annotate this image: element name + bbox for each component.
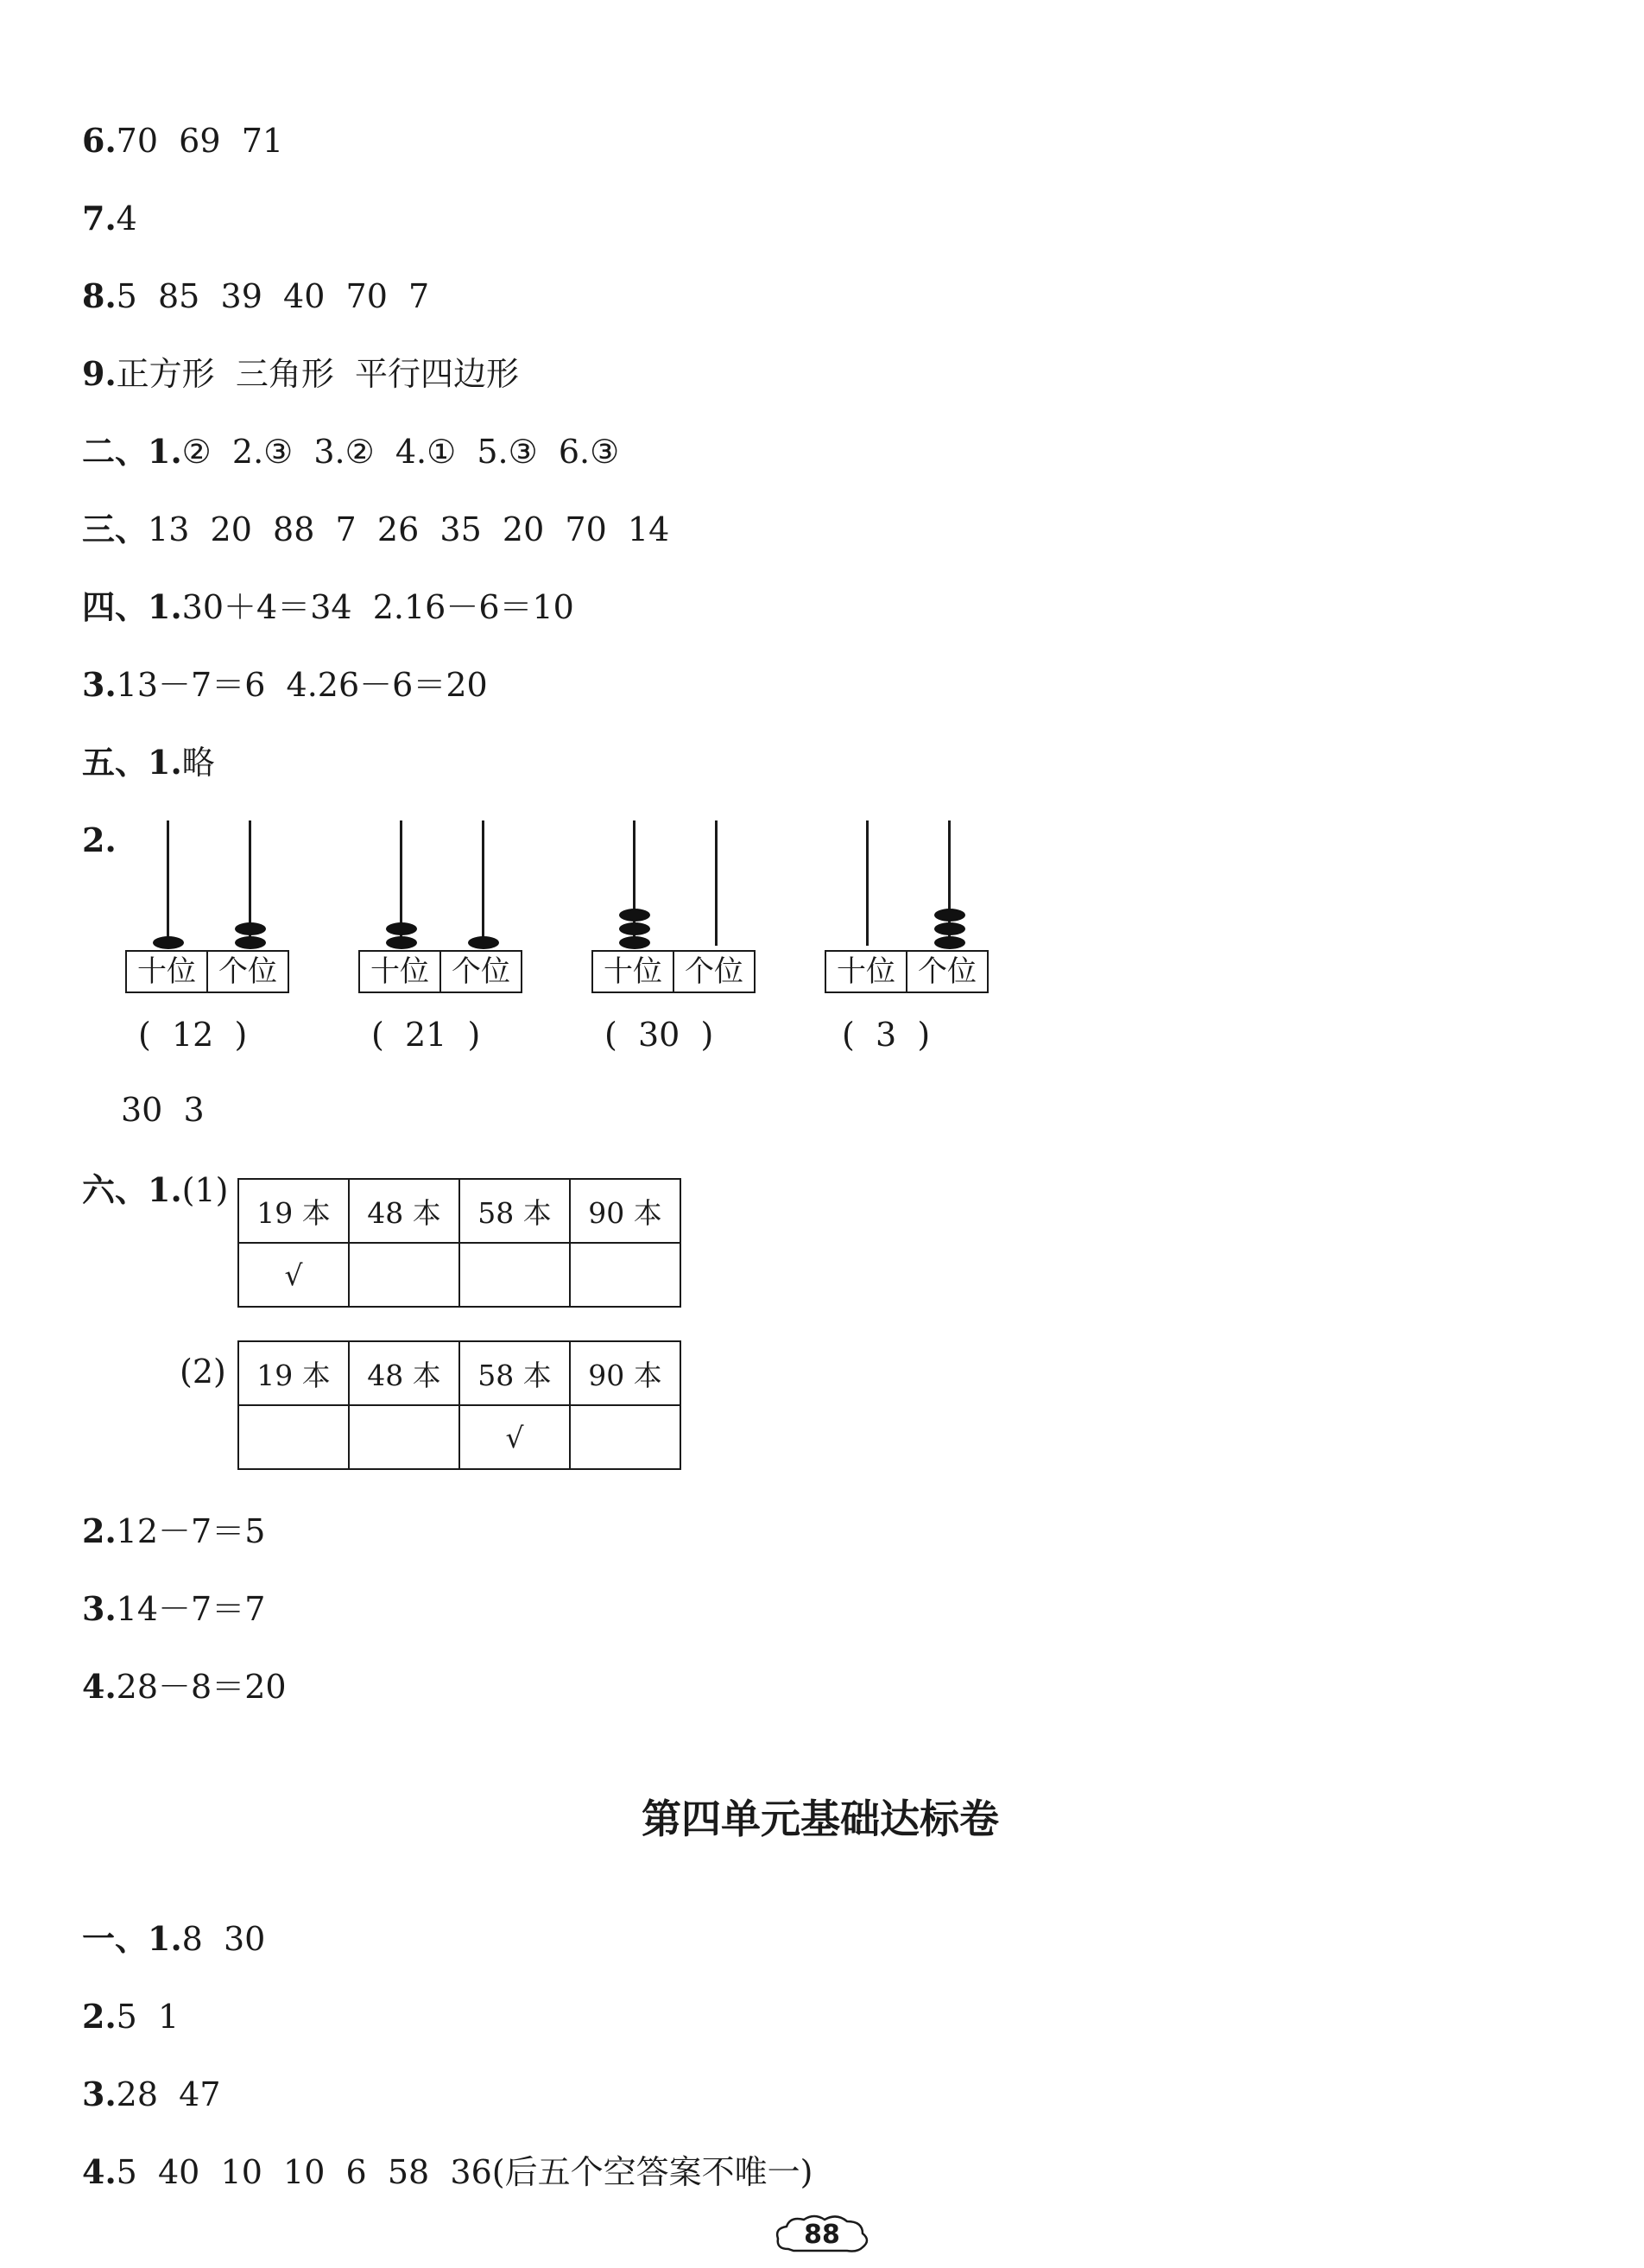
- answer-line-6-3: 3.14－7＝7: [82, 1589, 266, 1628]
- abacus-1: [125, 820, 291, 993]
- answer-line-7: 7.4: [82, 199, 137, 238]
- book-table-2: [237, 1340, 681, 1470]
- book-check-cell: [349, 1243, 459, 1307]
- place-value-box: [358, 950, 522, 993]
- tens-label: 十位: [837, 954, 895, 989]
- ones-label: 个位: [906, 952, 987, 991]
- answer-line-section5-2: 2.: [82, 820, 117, 859]
- place-value-box: [591, 950, 756, 993]
- abacus-answer-3: ( 30 ): [604, 1016, 714, 1054]
- answer-line-6-2: 2.12－7＝5: [82, 1511, 266, 1550]
- answer-line-section2: 二、1.② 2.③ 3.② 4.① 5.③ 6.③: [82, 432, 620, 471]
- abacus-bead: [934, 936, 965, 949]
- section-title: 第四单元基础达标卷: [642, 1796, 999, 1842]
- abacus-2: [358, 820, 524, 993]
- book-check-cell: [459, 1243, 570, 1307]
- answer-line-8: 8.5 85 39 40 70 7: [82, 276, 430, 315]
- unit4-line-1: 一、1.8 30: [82, 1919, 266, 1958]
- abacus-bead: [386, 922, 417, 935]
- book-check-cell: [238, 1405, 349, 1469]
- ones-label: 个位: [673, 952, 754, 991]
- ones-rod: [715, 820, 718, 946]
- abacus-answer-2: ( 21 ): [371, 1016, 481, 1054]
- abacus-bead: [934, 909, 965, 922]
- book-check-cell: [570, 1405, 680, 1469]
- book-check-cell: [570, 1243, 680, 1307]
- tens-label: 十位: [604, 954, 662, 989]
- book-table-1: [237, 1178, 681, 1308]
- book-count-header: 90 本: [570, 1179, 680, 1243]
- book-count-header: 48 本: [349, 1179, 459, 1243]
- tens-label: 十位: [370, 954, 429, 989]
- abacus-followup: 30 3: [121, 1091, 205, 1129]
- answer-line-section4-1: 四、1.30＋4＝34 2.16－6＝10: [82, 587, 574, 626]
- book-check-cell: [349, 1405, 459, 1469]
- abacus-bead: [235, 936, 266, 949]
- answer-line-6-4: 4.28－8＝20: [82, 1667, 287, 1706]
- answer-line-section5-1: 五、1.略: [82, 743, 215, 782]
- unit4-line-4: 4.5 40 10 10 6 58 36(后五个空答案不唯一): [82, 2152, 813, 2191]
- book-count-header: 48 本: [349, 1341, 459, 1405]
- abacus-bead: [619, 936, 650, 949]
- abacus-bead: [468, 936, 499, 949]
- book-check-cell: [459, 1405, 570, 1469]
- answer-line-9: 9.正方形 三角形 平行四边形: [82, 354, 519, 393]
- tens-label: 十位: [137, 954, 196, 989]
- answer-line-section4-3: 3.13－7＝6 4.26－6＝20: [82, 665, 488, 704]
- tens-rod: [866, 820, 869, 946]
- abacus-bead: [153, 936, 184, 949]
- book-count-header: 19 本: [238, 1179, 349, 1243]
- abacus-bead: [934, 922, 965, 935]
- abacus-bead: [619, 922, 650, 935]
- book-count-header: 58 本: [459, 1179, 570, 1243]
- check-mark: √: [284, 1258, 303, 1292]
- abacus-bead: [235, 922, 266, 935]
- page-number: 88: [804, 2220, 840, 2250]
- section6-label: 六、1.(1): [82, 1170, 229, 1209]
- section6-part2-label: (2): [180, 1353, 226, 1391]
- place-value-box: [125, 950, 289, 993]
- abacus-3: [591, 820, 757, 993]
- abacus-bead: [386, 936, 417, 949]
- unit4-line-3: 3.28 47: [82, 2075, 221, 2113]
- ones-label: 个位: [439, 952, 521, 991]
- abacus-4: [825, 820, 990, 993]
- answer-line-section3: 三、13 20 88 7 26 35 20 70 14: [82, 510, 670, 548]
- place-value-box: [825, 950, 989, 993]
- abacus-bead: [619, 909, 650, 922]
- abacus-answer-4: ( 3 ): [842, 1016, 931, 1054]
- abacus-answer-1: ( 12 ): [138, 1016, 248, 1054]
- book-count-header: 90 本: [570, 1341, 680, 1405]
- book-count-header: 58 本: [459, 1341, 570, 1405]
- page-number-badge: [773, 2211, 872, 2256]
- ones-rod: [482, 820, 484, 946]
- check-mark: √: [505, 1420, 524, 1454]
- book-count-header: 19 本: [238, 1341, 349, 1405]
- answer-line-6: 6.70 69 71: [82, 121, 284, 160]
- tens-rod: [167, 820, 169, 946]
- ones-label: 个位: [206, 952, 288, 991]
- unit4-line-2: 2.5 1: [82, 1997, 180, 2036]
- book-check-cell: [238, 1243, 349, 1307]
